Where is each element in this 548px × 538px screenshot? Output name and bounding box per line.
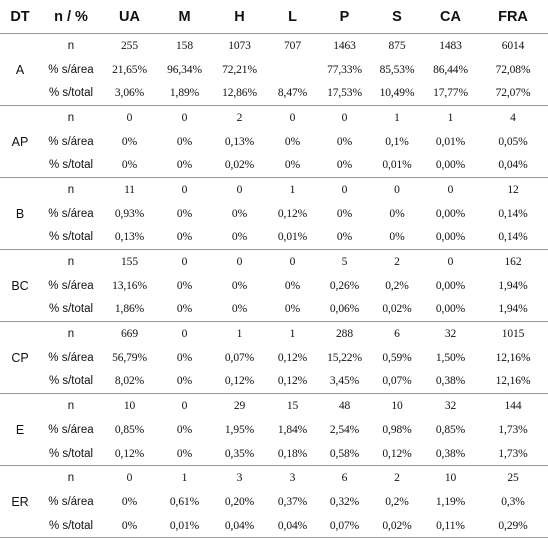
value-cell: 0% xyxy=(212,226,267,250)
value-cell: 1,73% xyxy=(498,423,528,436)
value-cell: 0 xyxy=(181,183,188,196)
value-cell: 0% xyxy=(267,298,318,322)
value-cell: 0,14% xyxy=(498,207,528,220)
table-row xyxy=(0,34,548,58)
value-cell: 0 xyxy=(126,472,133,485)
value-cell: 0,01% xyxy=(435,135,466,148)
value-cell: 0% xyxy=(157,153,212,177)
table-row xyxy=(0,346,548,370)
value-cell: 0,02% xyxy=(212,153,267,177)
value-cell: 0,12% xyxy=(267,370,318,394)
value-cell: 0,98% xyxy=(382,423,412,436)
value-cell: 0,2% xyxy=(385,279,409,292)
value-cell: 0% xyxy=(102,153,157,177)
value-cell: 3,45% xyxy=(318,370,371,394)
value-cell: 0,07% xyxy=(224,351,255,364)
value-cell: 0 xyxy=(289,111,296,124)
value-cell: 0,13% xyxy=(224,135,255,148)
value-cell: 1015 xyxy=(501,328,525,341)
value-cell: 707 xyxy=(284,39,301,52)
value-cell: 0,38% xyxy=(423,370,478,394)
value-cell: 0% xyxy=(176,279,193,292)
value-cell: 12,16% xyxy=(478,370,548,394)
metric-label: n xyxy=(67,328,75,341)
value-cell: 6 xyxy=(394,328,400,341)
value-cell: 6 xyxy=(341,472,348,485)
value-cell: 86,44% xyxy=(433,63,468,76)
value-cell: 0% xyxy=(176,135,193,148)
metric-label: % s/total xyxy=(40,370,102,394)
value-cell: 162 xyxy=(504,256,522,269)
value-cell: 32 xyxy=(444,400,457,413)
value-cell: 0,29% xyxy=(478,514,548,538)
value-cell: 0% xyxy=(336,135,353,148)
metric-label: n xyxy=(67,39,75,52)
value-cell: 0,00% xyxy=(423,153,478,177)
value-cell: 0,2% xyxy=(385,495,409,508)
header-cell: L xyxy=(267,0,318,34)
value-cell: 96,34% xyxy=(167,63,202,76)
value-cell: 1 xyxy=(447,111,454,124)
value-cell: 1,73% xyxy=(478,442,548,466)
value-cell: 0,12% xyxy=(371,442,423,466)
header-cell: S xyxy=(371,0,423,34)
value-cell: 0,14% xyxy=(478,226,548,250)
value-cell: 288 xyxy=(336,328,353,341)
table-row xyxy=(0,202,548,226)
value-cell: 0,61% xyxy=(169,495,200,508)
value-cell: 0,85% xyxy=(435,423,466,436)
value-cell: 2 xyxy=(394,256,400,269)
value-cell: 1,86% xyxy=(102,298,157,322)
header-cell: CA xyxy=(423,0,478,34)
value-cell: 0 xyxy=(181,256,188,269)
value-cell: 10 xyxy=(391,400,403,413)
metric-label: n xyxy=(67,400,75,413)
value-cell: 2 xyxy=(236,111,243,124)
dt-group-cell: BC xyxy=(0,250,40,322)
metric-label: n xyxy=(67,256,75,269)
value-cell: 0% xyxy=(318,153,371,177)
table-row xyxy=(0,130,548,154)
table-row xyxy=(0,298,548,322)
value-cell: 56,79% xyxy=(112,351,147,364)
value-cell: 1,94% xyxy=(478,298,548,322)
value-cell: 17,53% xyxy=(318,81,371,105)
header-cell: n / % xyxy=(40,0,102,34)
value-cell: 21,65% xyxy=(112,63,147,76)
value-cell: 1,94% xyxy=(498,279,528,292)
value-cell: 0,04% xyxy=(212,514,267,538)
dt-group-cell: CP xyxy=(0,322,40,394)
value-cell: 1073 xyxy=(228,39,251,52)
value-cell: 0% xyxy=(121,495,138,508)
value-cell: 0 xyxy=(181,111,188,124)
table-row xyxy=(0,394,548,418)
value-cell: 0,20% xyxy=(224,495,255,508)
metric-label: % s/área xyxy=(48,279,94,292)
metric-label: % s/total xyxy=(40,226,102,250)
value-cell: 0,05% xyxy=(498,135,528,148)
value-cell: 0,01% xyxy=(371,153,423,177)
value-cell: 0 xyxy=(341,111,348,124)
table-row xyxy=(0,322,548,346)
metric-label: % s/total xyxy=(40,81,102,105)
table-row xyxy=(0,274,548,298)
value-cell: 1,89% xyxy=(157,81,212,105)
value-cell: 0,1% xyxy=(385,135,409,148)
table-row xyxy=(0,514,548,538)
value-cell: 0% xyxy=(318,226,371,250)
header-cell: UA xyxy=(102,0,157,34)
table-row xyxy=(0,418,548,442)
value-cell: 0% xyxy=(336,207,353,220)
table-row xyxy=(0,153,548,177)
dt-group-cell: ER xyxy=(0,466,40,538)
value-cell: 1 xyxy=(181,472,188,485)
value-cell: 0% xyxy=(389,207,405,220)
table-row xyxy=(0,226,548,250)
metric-label: % s/total xyxy=(40,442,102,466)
value-cell: 1483 xyxy=(439,39,462,52)
value-cell: 0,93% xyxy=(114,207,145,220)
value-cell: 12,16% xyxy=(495,351,531,364)
value-cell: 8,02% xyxy=(102,370,157,394)
value-cell: 0% xyxy=(231,207,248,220)
value-cell: 0,12% xyxy=(277,207,308,220)
header-cell: DT xyxy=(0,0,40,34)
value-cell: 0,18% xyxy=(267,442,318,466)
value-cell: 1,95% xyxy=(224,423,255,436)
table-row xyxy=(0,81,548,105)
table-body xyxy=(0,34,548,538)
value-cell: 0 xyxy=(447,256,454,269)
value-cell: 32 xyxy=(444,328,457,341)
value-cell: 2,54% xyxy=(329,423,360,436)
value-cell: 0,04% xyxy=(267,514,318,538)
value-cell: 0 xyxy=(236,256,243,269)
value-cell: 11 xyxy=(124,183,135,196)
value-cell: 1 xyxy=(289,328,296,341)
value-cell: 0% xyxy=(121,135,138,148)
metric-label: n xyxy=(67,183,75,196)
table-row xyxy=(0,442,548,466)
value-cell: 0 xyxy=(126,111,133,124)
value-cell: 0,02% xyxy=(371,298,423,322)
value-cell: 0,07% xyxy=(371,370,423,394)
value-cell: 10 xyxy=(444,472,457,485)
table-row xyxy=(0,370,548,394)
value-cell: 0,11% xyxy=(423,514,478,538)
value-cell: 15,22% xyxy=(327,351,362,364)
value-cell: 0,12% xyxy=(277,351,308,364)
table-row xyxy=(0,490,548,514)
value-cell: 0,85% xyxy=(114,423,145,436)
value-cell: 0 xyxy=(341,183,348,196)
value-cell: 0,3% xyxy=(501,495,525,508)
metric-label: % s/área xyxy=(48,207,94,220)
value-cell: 0,12% xyxy=(102,442,157,466)
dt-group-cell: E xyxy=(0,394,40,466)
value-cell: 0 xyxy=(181,400,188,413)
value-cell: 5 xyxy=(341,256,348,269)
value-cell: 0,32% xyxy=(329,495,360,508)
metric-label: n xyxy=(67,472,75,485)
value-cell: 0,37% xyxy=(277,495,308,508)
value-cell: 0% xyxy=(371,226,423,250)
table-row xyxy=(0,250,548,274)
value-cell: 0% xyxy=(157,298,212,322)
value-cell: 0 xyxy=(289,256,296,269)
metric-label: % s/área xyxy=(48,423,94,436)
value-cell: 0,06% xyxy=(318,298,371,322)
value-cell: 1 xyxy=(394,111,400,124)
value-cell: 17,77% xyxy=(423,81,478,105)
value-cell: 72,07% xyxy=(478,81,548,105)
metric-label: % s/área xyxy=(48,495,94,508)
value-cell: 0 xyxy=(236,183,243,196)
value-cell: 1463 xyxy=(333,39,356,52)
value-cell: 4 xyxy=(510,111,516,124)
value-cell: 0,59% xyxy=(382,351,412,364)
value-cell: 0% xyxy=(176,351,193,364)
metric-label: n xyxy=(67,111,75,124)
value-cell: 8,47% xyxy=(267,81,318,105)
header-cell: P xyxy=(318,0,371,34)
value-cell: 13,16% xyxy=(112,279,147,292)
value-cell: 1 xyxy=(236,328,243,341)
dt-group-cell: A xyxy=(0,34,40,106)
value-cell: 0,01% xyxy=(267,226,318,250)
value-cell: 0,00% xyxy=(435,207,466,220)
value-cell: 0,07% xyxy=(318,514,371,538)
metric-label: % s/total xyxy=(40,298,102,322)
dt-group-cell: AP xyxy=(0,106,40,178)
value-cell: 0% xyxy=(284,279,301,292)
value-cell: 3,06% xyxy=(102,81,157,105)
value-cell: 3 xyxy=(236,472,243,485)
value-cell: 85,53% xyxy=(379,63,415,76)
metric-label: % s/total xyxy=(40,514,102,538)
value-cell: 29 xyxy=(233,400,246,413)
table-row xyxy=(0,178,548,202)
value-cell: 0,26% xyxy=(329,279,360,292)
value-cell: 144 xyxy=(504,400,522,413)
value-cell: 0% xyxy=(157,370,212,394)
value-cell: 3 xyxy=(289,472,296,485)
value-cell: 0,13% xyxy=(102,226,157,250)
header-cell: FRA xyxy=(478,0,548,34)
value-cell: 0% xyxy=(212,298,267,322)
value-cell: 0,38% xyxy=(423,442,478,466)
value-cell: 0% xyxy=(176,423,193,436)
value-cell: 875 xyxy=(388,39,406,52)
value-cell: 0% xyxy=(176,207,193,220)
value-cell: 0,00% xyxy=(423,226,478,250)
value-cell: 6014 xyxy=(501,39,525,52)
value-cell: 0% xyxy=(157,226,212,250)
header-cell: H xyxy=(212,0,267,34)
value-cell: 72,08% xyxy=(495,63,531,76)
table-row xyxy=(0,106,548,130)
header-row xyxy=(0,0,548,34)
table-row xyxy=(0,58,548,82)
value-cell: 0% xyxy=(231,279,248,292)
metric-label: % s/área xyxy=(48,63,94,76)
value-cell: 48 xyxy=(338,400,351,413)
value-cell: 0% xyxy=(102,514,157,538)
value-cell: 0% xyxy=(284,135,301,148)
value-cell: 15 xyxy=(286,400,299,413)
header-cell: M xyxy=(157,0,212,34)
value-cell: 12 xyxy=(507,183,519,196)
value-cell: 0% xyxy=(157,442,212,466)
value-cell: 0,04% xyxy=(478,153,548,177)
value-cell: 10,49% xyxy=(371,81,423,105)
value-cell: 1,84% xyxy=(277,423,308,436)
value-cell: 77,33% xyxy=(327,63,362,76)
value-cell xyxy=(267,58,318,82)
value-cell: 0 xyxy=(181,328,188,341)
value-cell: 0 xyxy=(394,183,400,196)
value-cell: 0,12% xyxy=(212,370,267,394)
table-row xyxy=(0,466,548,490)
value-cell: 2 xyxy=(394,472,400,485)
value-cell: 158 xyxy=(176,39,193,52)
value-cell: 0,58% xyxy=(318,442,371,466)
value-cell: 1,50% xyxy=(435,351,466,364)
value-cell: 0 xyxy=(447,183,454,196)
value-cell: 155 xyxy=(121,256,138,269)
metric-label: % s/total xyxy=(40,153,102,177)
value-cell: 0,02% xyxy=(371,514,423,538)
value-cell: 1 xyxy=(289,183,296,196)
value-cell: 0,35% xyxy=(212,442,267,466)
value-cell: 10 xyxy=(123,400,136,413)
dt-group-cell: B xyxy=(0,178,40,250)
value-cell: 12,86% xyxy=(212,81,267,105)
value-cell: 255 xyxy=(121,39,138,52)
value-cell: 0% xyxy=(267,153,318,177)
value-cell: 669 xyxy=(121,328,138,341)
value-cell: 0,01% xyxy=(157,514,212,538)
metric-label: % s/área xyxy=(48,351,94,364)
value-cell: 25 xyxy=(507,472,519,485)
value-cell: 72,21% xyxy=(222,63,257,76)
value-cell: 0,00% xyxy=(435,279,466,292)
value-cell: 1,19% xyxy=(435,495,466,508)
value-cell: 0,00% xyxy=(423,298,478,322)
metric-label: % s/área xyxy=(48,135,94,148)
